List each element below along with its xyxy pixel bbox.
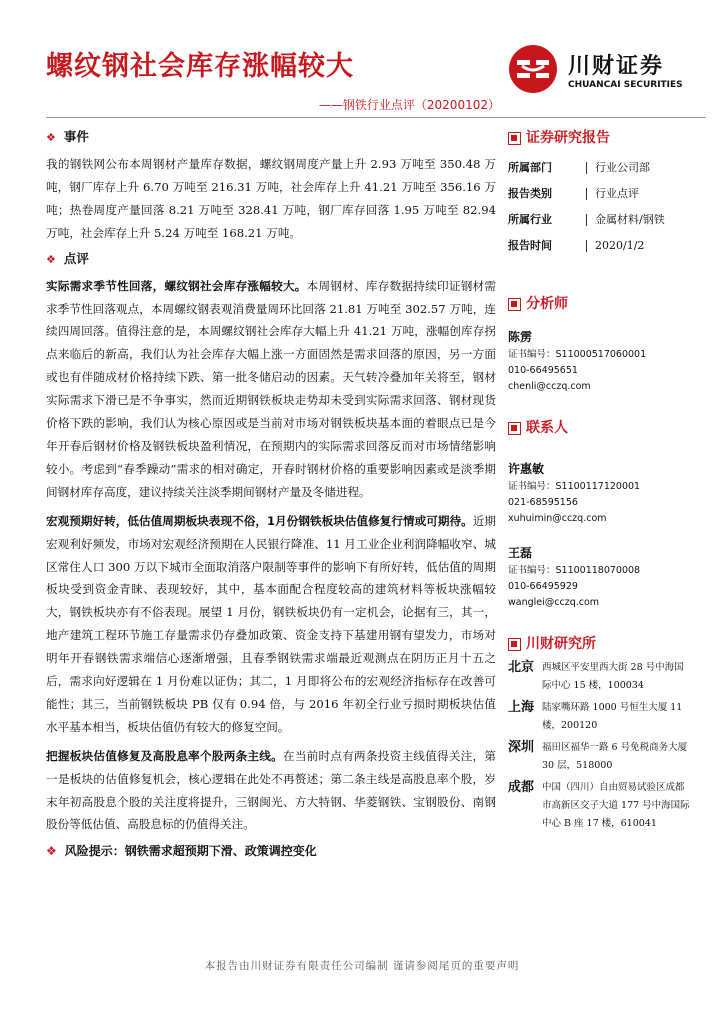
office-entry: 深圳 福田区福华一路 6 号免税商务大厦 30 层，518000 (508, 740, 688, 771)
comment-heading: ❖ 点评 (46, 250, 89, 266)
event-heading: ❖ 事件 (46, 129, 89, 144)
office-entry: 成都 中国（四川）自由贸易试验区成都市高新区交子大道 177 号中海国际中心 B 座 17 楼，610041 (508, 780, 690, 829)
contact-card: 王磊 证书编号：S1100118070008 010-66495929 wanglei@cczq.com (508, 546, 641, 608)
main-content (46, 127, 496, 859)
square-bullet-icon (508, 422, 521, 435)
analyst-card: 陈雳 证书编号：S1100051706​0001 010-66495651 chenli@cczq.com (508, 330, 647, 392)
header-divider (46, 117, 706, 118)
info-row: 所属行业 金属材料/钢铁 (508, 213, 665, 226)
info-row: 报告时间 2020/1/2 (508, 239, 645, 252)
comment-paragraph-2: 宏观预期好转，低估值周期板块表现不俗，1月份钢铁板块估值修复行情或可期待。近期宏观利好频发，市场对宏观经济预期在人民银行降准、11 月工业企业利润降幅收窄、城区常住人口 300 万以下城市全面取消落户限制等事件的影响下有所好转，低估值的周期板块受到资金青睐、表现较好，其中，基本面配合程度较高的建筑材料等板块涨幅较大，钢铁板块亦有不俗表现。展望 1 月份，钢铁板块仍有一定机会，论据有三，其一，地产建筑工程环节施工存量需求仍存叠加政策、资金支持下基建用钢有望发力，市场对明年开春钢铁需求端信心逐渐增强，且春季钢铁需求端最近观测点在阴历正月十五之后，需求向好逻辑在 1 月份难以证伪；其二，1 月即将公布的宏观经济指标存在改善可能性；其三，当前钢铁板块 PB 仅有 0.94 倍，与 2016 年初全行业亏损时期板块估值水平基本相当，板块估值仍有较大的修复空间。 (46, 513, 496, 734)
sidebar (508, 127, 708, 837)
logo-chinese-name: 川财证券 (568, 54, 665, 79)
contact-card: 许惠敏 证书编号：S1100117120001 021-68595156 xuhuimin@cczq.com (508, 462, 641, 524)
office-list (508, 659, 708, 833)
contact-heading: 联系人 (508, 417, 708, 439)
info-row: 所属部门 行业公司部 (508, 161, 650, 174)
risk-warning: ❖ 风险提示：钢铁需求超预期下滑、政策调控变化 (46, 844, 317, 859)
comment-paragraph-3: 把握板块估值修复及高股息率个股两条主线。在当前时点有两条投资主线值得关注，第一是板块的估值修复机会，核心逻辑在此处不再赘述；第二条主线是高股息率个股，岁末年初高股息个股的关注度将提升，三钢闽光、方大特钢、华菱钢铁、宝钢股份、南钢股份等低估值、高股息标的仍值得关注。 (46, 748, 496, 832)
logo-english-name: CHUANCAI SECURITIES (568, 80, 683, 90)
diamond-bullet-icon: ❖ (46, 844, 57, 859)
report-title: 螺纹钢社会库存涨幅较大 (46, 51, 354, 82)
diamond-bullet-icon: ❖ (46, 252, 56, 266)
square-bullet-icon (508, 638, 521, 651)
diamond-bullet-icon: ❖ (46, 131, 56, 144)
office-entry: 北京 西城区平安里西大街 28 号中海国际中心 15 楼，100034 (508, 660, 684, 691)
office-entry: 上海 陆家嘴环路 1000 号恒生大厦 11 楼，200120 (508, 700, 683, 731)
info-row: 报告类别 行业点评 (508, 187, 639, 200)
report-subtitle: ——钢铁行业点评（20200102） (318, 98, 500, 112)
report-info-table (508, 155, 708, 259)
research-institute-heading: 川财研究所 (508, 633, 708, 655)
square-bullet-icon (508, 298, 521, 311)
chuancai-logo-icon (508, 44, 558, 94)
event-paragraph: 我的钢铁网公布本周钢材产量库存数据，螺纹钢周度产量上升 2.93 万吨至 350.48 万吨，钢厂库存上升 6.70 万吨至 216.31 万吨，社会库存上升 41.21 万吨至 356.16 万吨；热卷周度产量回落 8.21 万吨至 328.41 万吨，钢厂库存回落 1.95 万吨至 82.94 万吨，社会库存上升 5.24 万吨至 168.21 万吨。 (46, 157, 496, 240)
page-footer: 本报告由川财证券有限责任公司编制 谨请参阅尾页的重要声明 (204, 960, 520, 972)
square-bullet-icon (508, 132, 521, 145)
company-logo (508, 44, 708, 96)
analyst-heading: 分析师 (508, 293, 708, 315)
comment-paragraph-1: 实际需求季节性回落，螺纹钢社会库存涨幅较大。本周钢材、库存数据持续印证钢材需求季节性回落观点，本周螺纹钢表观消费量周环比回落 21.81 万吨至 302.57 万吨，连续四周回落。值得注意的是，本周螺纹钢社会库存大幅上升 41.21 万吨，涨幅创库存拐点来临后的新高，我们认为社会库存大幅上涨一方面固然是需求回落的原因，另一方面或也有伴随成材价格持续下跌、第一批冬储启动的因素。天气转冷叠加年关将至，钢材实际需求下滑已是不争事实，然而近期钢铁板块走势却未受到实际需求回落、钢材现货价格下跌的影响，我们认为核心原因或是当前对市场对钢铁板块基本面的着眼点已是今年开春后钢材价格及钢铁板块盈利情况，在预期内的实际需求回落反而对市场情绪影响较小。考虑到“春季躁动”需求的相对确定，开春时钢材价格的重要影响因素或是淡季期间钢材库存高度，建议持续关注淡季期间钢材产量及冬储进程。 (46, 278, 496, 499)
report-info-heading: 证券研究报告 (508, 127, 708, 149)
